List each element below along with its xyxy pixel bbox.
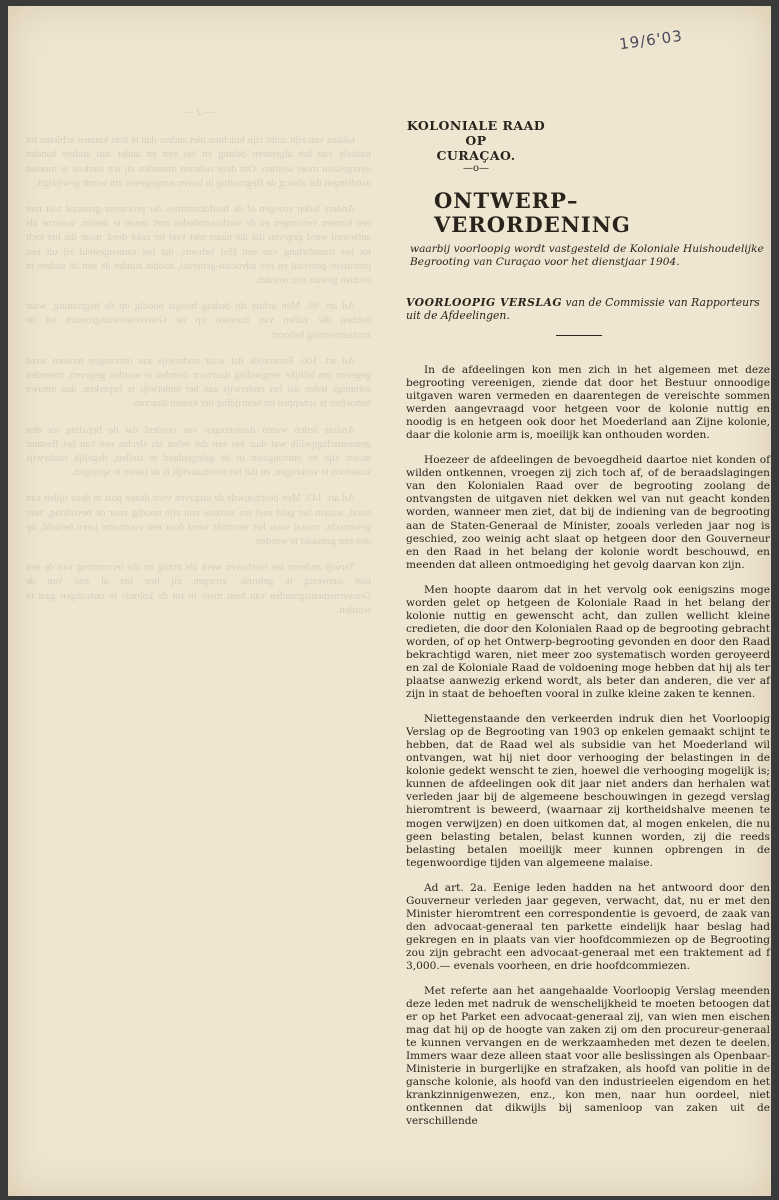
ghost-paragraph: Ad art. 143. Men beschouwde de uitgaven voor dezen post in deze tijden van nood, waarin het geld veel ten sterkste zou zijn noodig voor de bevolking, zeer gewenscht, vooral waar het verstrekt werd door een voorname jaren betaald, op den een gemaakt te worden.	[26, 493, 371, 548]
divider	[556, 335, 602, 336]
report-heading-rest: van de Commissie van Rapporteurs uit de Afdeelingen.	[406, 296, 760, 322]
body-paragraph: Men hoopte daarom dat in het vervolg ook eenigszins moge worden gelet op hetgeen de Koloniale Raad in het belang der kolonie nuttig en gewenscht acht, dan zullen wellicht kleine credieten, die door den Kolonialen Raad op de begrooting gebracht worden, of op het Ontwerp-begrooting gevonden en door den Raad bekrachtigd waren, niet meer zoo systematisch worden geroyeerd en zal de Koloniale Raad de voldoening moge hebben dat hij als ter plaatse aanwezig erkend wordt, als beter dan anderen, die ver af zijn in staat de behoeften vooral in zulke kleine zaken te kennen.	[406, 583, 770, 701]
bleed-through-text	[26, 106, 371, 630]
ghost-paragraph: Andere leden waren daarentegen van oordeel dat de bepaling tot den gemeenschappelijk wat daar het een der velen als slechts een van het Bestuur moest zijn en ontvangsten in de gelegenheid te stellen, degelijk onderwijs kosteloos te verkrijgen, en dat het noodzakelijk is de lasten te springen.	[26, 424, 371, 479]
body-paragraph: Niettegenstaande den verkeerden indruk dien het Voorloopig Verslag op de Begrooting van 1903 op enkelen gemaakt schijnt te hebben, dat de Raad wel als subsidie van het Moederland wil ontvangen, wat hij niet door verhooging der belastingen in de kolonie gedekt wenscht te zien, hoewel die verhooging mogelijk is; kunnen de afdeelingen ook dit jaar niet anders dan herhalen wat verleden jaar bij de algemeene beschouwingen in gezegd verslag hieromtrent is beweerd, (waarnaar zij kortheidshalve meenen te mogen verwijzen) en doen uitkomen dat, al mogen enkelen, die nu geen belasting betalen, belast kunnen worden, zij die reeds belasting betalen moeilijk meer kunnen opbrengen in de tegenwoordige tijden van algemeene malaise.	[406, 713, 770, 869]
ghost-paragraph: Terwijl anderen het hierboven werk als nuttig en die lervorming van de een niet aanwezig te gebruik, vroegen zij hoe het al zoo van de Gouvernementsgronden van hem meer in tot de kolonie te ontvangen gaat te worden.	[26, 562, 371, 616]
ghost-paragraph: Ad art. 106. Eenerzijds dat waar onderwijs aan ontvangen moeten werd gegeven om billijke vergoeding daarvoor dienden te worden gegeven, meenden sommige leden dat het onderwijs aan het onderwijs te beperken, dan nieuwe behoeften te scheppen tot bestrijding der kosten daarvan.	[26, 355, 371, 410]
ghost-paragraph: Andere leden vroegen of de hoofdcommies der procureur-generaal niet met een kunnen vervangen en de werkzaamheden met dezen te deelen, waartoe als antwoord werd gegeven dat die naam niet veel ter zake deed, maar dat het toch tot het staatsbelang van een Hof behoort, dat het samengesteld zij uit een procureur-generaal en een advocaat-generaal, zoodat zonder de een de andere in rechten gestuit zou worden.	[26, 204, 371, 287]
body-paragraph: Hoezeer de afdeelingen de bevoegdheid daartoe niet konden of wilden ontkennen, vroegen zij zich toch af, of de beraadslagingen van den Kolonialen Raad over de begrooting zoolang de ontvangsten de uitgaven niet dekken wel van nut geacht konden worden, wanneer men ziet, dat bij de indiening van de begrooting aan de Staten-Generaal de Minister, zooals verleden jaar nog is geschied, zoo weinig acht slaat op hetgeen door den Gouverneur en den Raad in het belang der kolonie wordt beschouwd, en meenden dat alleen ontmoediging het gevolg daarvan kon zijn.	[406, 454, 770, 571]
handwritten-date-stamp: 19/6'03	[618, 26, 684, 54]
ghost-paragraph: Ad art. 65. Men achtte dit bedrag hoogst noodig op de begrooting, waar hebben die vallen van hoomen op de Gouvernementsgronden tot de zoutaanneming behoort.	[26, 301, 371, 341]
body-paragraph: Met referte aan het aangehaalde Voorloopig Verslag meenden deze leden met nadruk de wenschelijkheid te moeten betoogen dat er op het Parket een advocaat-generaal zij, van wien men eischen mag dat hij op de hoogte van zaken zij om den procureur-generaal te kunnen vervangen en de werkzaamheden met dezen te deelen. Immers waar deze alleen staat voor alle beslissingen als Openbaar-Ministerie in burgerlijke en strafzaken, als hoofd van politie in de gansche kolonie, als hoofd van den industrieelen eigendom en het krankzinnigenwezen, enz., kon men, naar hun oordeel, niet ontkennen dat dikwijls bij samenloop van zaken uit de verschillende	[406, 985, 770, 1128]
document-title: ONTWERP–VERORDENING	[434, 188, 631, 237]
header-ornament: —o—	[462, 163, 490, 174]
document-page	[8, 6, 771, 1196]
header-council: KOLONIALE RAAD	[406, 118, 546, 133]
ghost-paragraph: takken van zijn ambt zijn krachten niet anders dan te kort kunnen schieten tot nadeele van het algemeen belang en het een en ander aan andere handen overgelaten moet worden. Om deze redenen meenden zij ten sterkste te moeten aandringen dat alsnog de Begrooting in boven aangegeven zin wordt gewijzigd.	[26, 135, 371, 189]
body-paragraph: Ad art. 2a. Eenige leden hadden na het antwoord door den Gouverneur verleden jaar gegeven, verwacht, dat, nu er met den Minister hieromtrent een correspondentie is gevoerd, de zaak van den advocaat-generaal ten parkette eindelijk haar beslag had gekregen en in plaats van vier hoofdcommiezen op de Begrooting zou zijn gebracht een advocaat-generaal met een traktement ad f 3,000.— evenals voorheen, en drie hoofdcommiezen.	[406, 881, 770, 972]
report-heading-caps: VOORLOOPIG VERSLAG	[406, 296, 563, 309]
header-curacao: CURAÇAO.	[436, 148, 516, 163]
main-column	[406, 118, 770, 1141]
body-paragraph: In de afdeelingen kon men zich in het algemeen met deze begrooting vereenigen, ziende dat door het Bestuur onnoodige uitgaven waren vermeden en daarentegen de vereischte sommen werden aangevraagd voor hetgeen voor de kolonie nuttig en noodig is en hetgeen ook door het Moederland aan Zijne kolonie, daar die kolonie arm is, moeilijk kan onthouden worden.	[406, 364, 770, 442]
header-op: OP	[465, 133, 487, 148]
document-subtitle: waarbij voorloopig wordt vastgesteld de Koloniale Huishoudelijke Begrooting van Curaçao voor het dienstjaar 1904.	[410, 243, 764, 268]
ghost-page-number: — 2 —	[182, 107, 215, 118]
report-body	[406, 364, 770, 1129]
report-heading	[406, 296, 770, 322]
